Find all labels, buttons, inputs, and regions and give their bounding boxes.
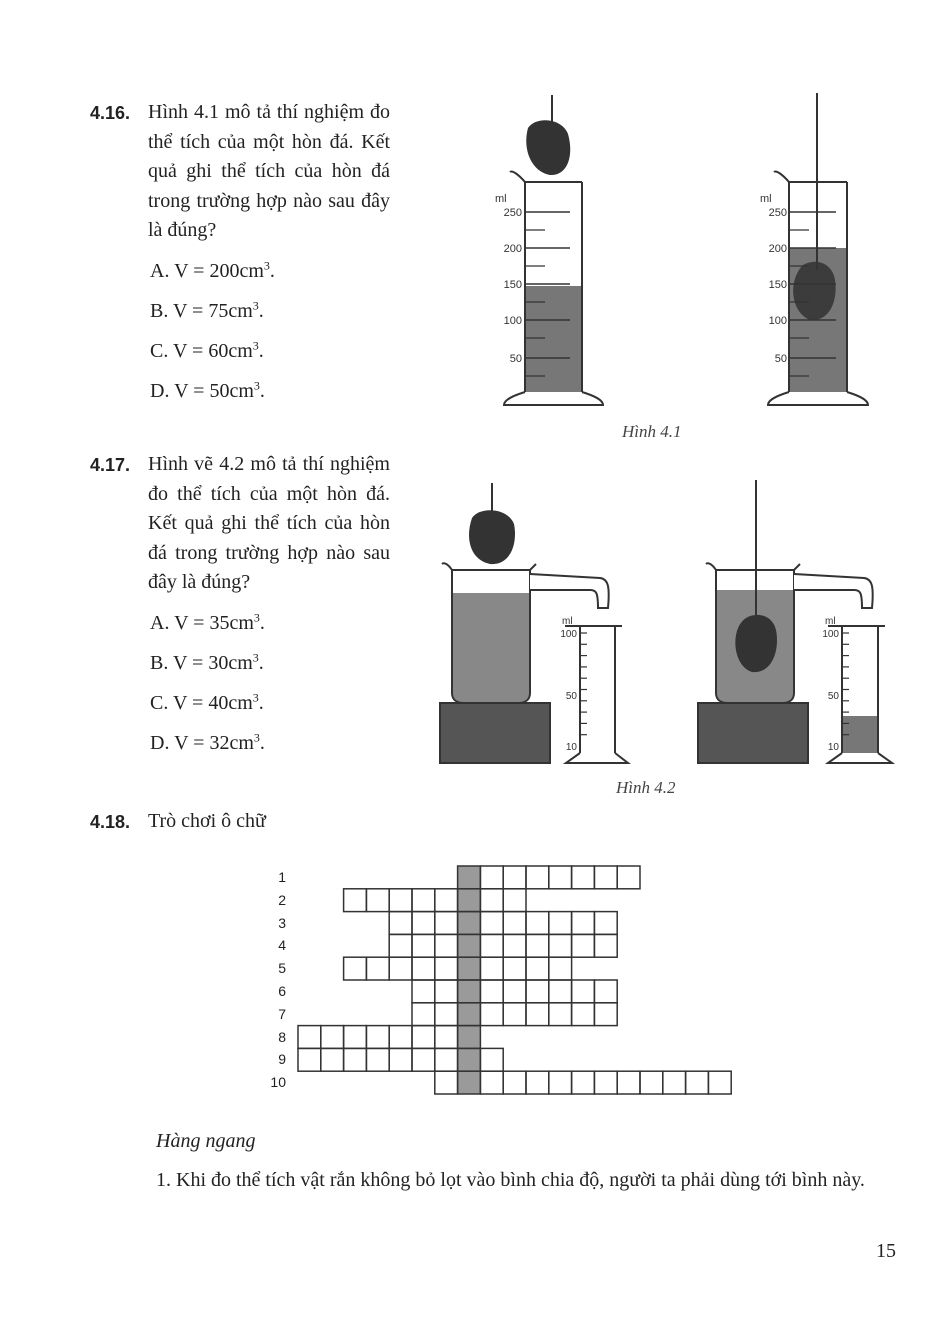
option-period: . (259, 379, 265, 402)
crossword-cell[interactable] (708, 1071, 731, 1094)
question-number: 4.16. (90, 103, 131, 123)
tick-label: 50 (565, 691, 577, 702)
crossword-cell[interactable] (412, 1048, 435, 1071)
crossword-cell[interactable] (594, 980, 617, 1003)
unit-label: ml (495, 193, 507, 205)
crossword-cell[interactable] (549, 866, 572, 889)
crossword-cell[interactable] (594, 1071, 617, 1094)
crossword-cell[interactable] (366, 957, 389, 980)
tick-label: 50 (827, 691, 839, 702)
crossword-cell[interactable] (480, 912, 503, 935)
crossword-cell[interactable] (526, 1071, 549, 1094)
option-period: . (259, 731, 265, 754)
crossword-cell[interactable] (549, 912, 572, 935)
crossword-cell[interactable] (321, 1048, 344, 1071)
crossword-cell[interactable] (640, 1071, 663, 1094)
option-exponent: 3 (252, 649, 259, 664)
crossword-cell[interactable] (435, 1071, 458, 1094)
crossword-cell[interactable] (594, 1003, 617, 1026)
crossword-row-number: 4 (278, 937, 286, 954)
crossword-cell[interactable] (572, 1071, 595, 1094)
crossword-cell[interactable] (412, 957, 435, 980)
crossword-cell[interactable] (366, 889, 389, 912)
crossword-cell[interactable] (412, 934, 435, 957)
crossword-row-number: 7 (278, 1005, 286, 1022)
option-exponent: 3 (253, 609, 260, 624)
page-number: 15 (876, 1240, 896, 1262)
option-text: C. V = 40cm (150, 691, 253, 714)
crossword-cell[interactable] (549, 1003, 572, 1026)
crossword-cell[interactable] (389, 889, 412, 912)
crossword-cell[interactable] (480, 957, 503, 980)
crossword-row-number: 1 (278, 869, 286, 885)
tick-label: 10 (827, 742, 839, 753)
crossword-cell[interactable] (389, 934, 412, 957)
crossword-cell[interactable] (503, 934, 526, 957)
tick-label: 150 (503, 279, 522, 291)
option-exponent: 3 (252, 297, 259, 312)
crossword-row-number: 5 (278, 960, 286, 977)
unit-label: ml (825, 616, 836, 627)
option-text: B. V = 75cm (150, 299, 253, 322)
crossword-cell[interactable] (549, 980, 572, 1003)
option-text: A. V = 35cm (150, 611, 254, 634)
option-period: . (269, 259, 275, 282)
crossword-cell[interactable] (549, 1071, 572, 1094)
option-exponent: 3 (252, 337, 259, 352)
tick-label: 100 (768, 315, 787, 327)
crossword-cell[interactable] (572, 866, 595, 889)
crossword-cell[interactable] (366, 1048, 389, 1071)
crossword-cell[interactable] (435, 980, 458, 1003)
option-period: . (258, 691, 264, 714)
crossword-row-number: 10 (270, 1074, 286, 1091)
option-text: C. V = 60cm (150, 339, 253, 362)
crossword-cell[interactable] (594, 866, 617, 889)
crossword-cell[interactable] (435, 912, 458, 935)
option-period: . (258, 299, 264, 322)
crossword-cell[interactable] (480, 980, 503, 1003)
crossword-cell[interactable] (344, 1048, 367, 1071)
crossword-cell[interactable] (503, 889, 526, 912)
question-text: Hình 4.1 mô tả thí nghiệm đo thể tích của một hòn đá. Kết quả ghi thể tích của hòn đá trong trường hợp nào sau đây là đúng? (148, 101, 390, 241)
crossword-cell[interactable] (572, 1003, 595, 1026)
option-text: D. V = 50cm (150, 379, 254, 402)
crossword-cell[interactable] (663, 1071, 686, 1094)
crossword-cell[interactable] (572, 934, 595, 957)
question-number: 4.17. (90, 455, 131, 475)
crossword-cell[interactable] (435, 1048, 458, 1071)
crossword-row-number: 6 (278, 983, 286, 999)
crossword-row-number: 2 (278, 891, 286, 908)
crossword-cell[interactable] (321, 1026, 344, 1049)
tick-label: 250 (768, 207, 787, 219)
option-exponent: 3 (252, 689, 259, 704)
crossword-cell[interactable] (389, 912, 412, 935)
crossword-cell[interactable] (549, 957, 572, 980)
crossword-cell[interactable] (503, 912, 526, 935)
crossword-cell[interactable] (686, 1071, 709, 1094)
tick-label: 50 (509, 353, 522, 365)
crossword-cell[interactable] (435, 1003, 458, 1026)
crossword-cell[interactable] (435, 889, 458, 912)
crossword-cell[interactable] (572, 980, 595, 1003)
crossword-cell[interactable] (503, 1003, 526, 1026)
crossword-row-number: 9 (278, 1051, 286, 1068)
crossword-row-number: 3 (278, 914, 286, 931)
crossword-cell[interactable] (298, 1048, 321, 1071)
crossword-cell[interactable] (526, 866, 549, 889)
crossword-cell[interactable] (412, 912, 435, 935)
crossword-cell[interactable] (526, 912, 549, 935)
tick-label: 250 (503, 207, 522, 219)
crossword-cell[interactable] (526, 1003, 549, 1026)
crossword-cell[interactable] (503, 1071, 526, 1094)
tick-label: 100 (822, 629, 839, 640)
crossword-cell[interactable] (480, 889, 503, 912)
question-number: 4.18. (90, 812, 131, 832)
crossword-row-number: 8 (278, 1028, 286, 1045)
crossword-cell[interactable] (412, 980, 435, 1003)
crossword-cell[interactable] (480, 1003, 503, 1026)
option-exponent: 3 (253, 377, 260, 392)
crossword-cell[interactable] (412, 1026, 435, 1049)
crossword-cell[interactable] (480, 866, 503, 889)
option-text: B. V = 30cm (150, 651, 253, 674)
crossword-cell[interactable] (344, 957, 367, 980)
crossword-cell[interactable] (389, 957, 412, 980)
option-period: . (259, 611, 265, 634)
question-text: Trò chơi ô chữ (148, 810, 266, 832)
tick-label: 100 (503, 315, 522, 327)
crossword-cell[interactable] (617, 866, 640, 889)
crossword-cell[interactable] (594, 934, 617, 957)
crossword-cell[interactable] (526, 957, 549, 980)
crossword-cell[interactable] (480, 1071, 503, 1094)
crossword-cell[interactable] (503, 980, 526, 1003)
crossword-cell[interactable] (503, 866, 526, 889)
tick-label: 200 (503, 243, 522, 255)
option-period: . (258, 651, 264, 674)
crossword-cell[interactable] (526, 934, 549, 957)
unit-label: ml (562, 616, 573, 627)
crossword-cell[interactable] (617, 1071, 640, 1094)
crossword-cell[interactable] (412, 889, 435, 912)
tick-label: 10 (565, 742, 577, 753)
crossword-cell[interactable] (503, 957, 526, 980)
clue-1: 1. Khi đo thể tích vật rắn không bỏ lọt vào bình chia độ, người ta phải dùng tới bình này. (156, 1169, 865, 1191)
unit-label: ml (760, 193, 772, 205)
tick-label: 100 (560, 629, 577, 640)
option-period: . (258, 339, 264, 362)
crossword-cell[interactable] (480, 934, 503, 957)
option-text: A. V = 200cm (150, 259, 264, 282)
crossword-cell[interactable] (298, 1026, 321, 1049)
crossword-cell[interactable] (389, 1048, 412, 1071)
crossword-cell[interactable] (435, 934, 458, 957)
crossword-cell[interactable] (412, 1003, 435, 1026)
crossword-cell[interactable] (526, 980, 549, 1003)
question-text: Hình vẽ 4.2 mô tả thí nghiệm đo thể tích của một hòn đá. Kết quả ghi thể tích của hòn đá trong trường hợp nào sau đây là đúng? (148, 453, 390, 593)
crossword-cell[interactable] (435, 1026, 458, 1049)
figure-caption-4-1: Hình 4.1 (622, 422, 682, 441)
tick-label: 150 (768, 279, 787, 291)
tick-label: 200 (768, 243, 787, 255)
crossword-cell[interactable] (344, 1026, 367, 1049)
crossword-cell[interactable] (480, 1048, 503, 1071)
crossword-cell[interactable] (435, 957, 458, 980)
crossword-cell[interactable] (389, 1026, 412, 1049)
crossword-cell[interactable] (594, 912, 617, 935)
tick-label: 50 (774, 353, 787, 365)
horizontal-heading: Hàng ngang (156, 1130, 256, 1152)
figure-caption-4-2: Hình 4.2 (616, 778, 676, 797)
option-text: D. V = 32cm (150, 731, 254, 754)
option-exponent: 3 (253, 729, 260, 744)
crossword-cell[interactable] (572, 912, 595, 935)
crossword-cell[interactable] (366, 1026, 389, 1049)
crossword-cell[interactable] (549, 934, 572, 957)
crossword-cell[interactable] (344, 889, 367, 912)
option-exponent: 3 (263, 257, 270, 272)
